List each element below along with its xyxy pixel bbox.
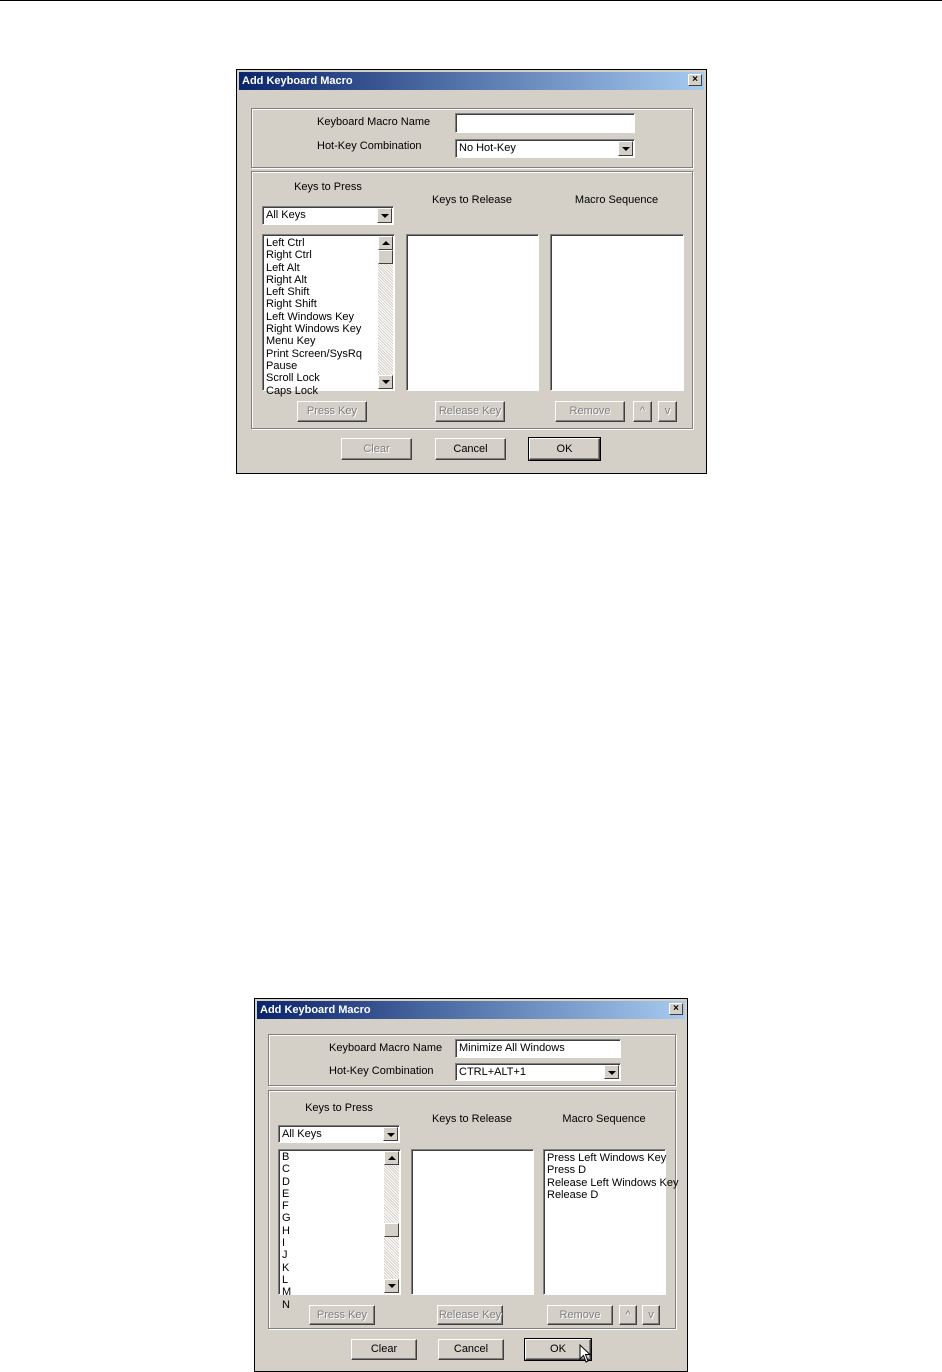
list-item[interactable]: D (282, 1175, 290, 1188)
ok-label: OK (550, 1343, 566, 1355)
list-item[interactable]: C (282, 1163, 290, 1176)
scroll-up-icon[interactable] (384, 1151, 399, 1165)
list-item[interactable]: Left Alt (266, 261, 300, 274)
list-item[interactable]: H (282, 1224, 290, 1237)
press-list-scrollbar[interactable] (378, 236, 393, 389)
dialog-titlebar (257, 1001, 685, 1019)
release-key-label: Release Key (438, 405, 502, 417)
close-button[interactable] (688, 74, 702, 86)
chevron-down-icon[interactable] (383, 1127, 398, 1141)
list-item[interactable]: Pause (266, 359, 298, 372)
list-item[interactable]: Left Shift (266, 286, 310, 299)
ok-button[interactable] (529, 438, 600, 460)
keys-to-release-list[interactable] (406, 234, 539, 391)
list-item[interactable]: F (282, 1200, 289, 1213)
list-item[interactable]: J (282, 1249, 288, 1262)
hotkey-select[interactable] (455, 1063, 621, 1081)
press-key-button[interactable] (309, 1305, 375, 1325)
remove-button[interactable] (547, 1305, 613, 1325)
list-item[interactable]: Right Alt (266, 273, 307, 286)
move-up-label: ^ (639, 405, 646, 417)
clear-label: Clear (363, 443, 390, 455)
list-item[interactable]: Press Left Windows Key (547, 1152, 667, 1164)
list-item[interactable]: Print Screen/SysRq (266, 347, 362, 360)
list-item[interactable]: Left Ctrl (266, 237, 305, 249)
list-item[interactable]: K (282, 1261, 290, 1274)
keys-filter-select[interactable] (278, 1125, 400, 1143)
move-up-button[interactable] (633, 401, 652, 422)
mouse-pointer-icon (579, 1344, 591, 1364)
keys-to-release-label: Keys to Release (431, 194, 513, 206)
dialog-titlebar (239, 72, 704, 90)
clear-button[interactable] (341, 438, 412, 460)
press-list-scrollbar[interactable] (384, 1151, 399, 1293)
list-item[interactable]: L (282, 1273, 289, 1286)
list-item[interactable]: Right Windows Key (266, 323, 362, 336)
ok-label: OK (556, 443, 573, 455)
cancel-button[interactable] (438, 1339, 504, 1360)
list-item[interactable]: I (282, 1237, 286, 1250)
keys-to-press-label: Keys to Press (305, 1102, 373, 1114)
list-item[interactable]: G (282, 1212, 291, 1225)
release-key-label: Release Key (438, 1309, 502, 1321)
list-item[interactable]: N (282, 1298, 290, 1311)
hotkey-label: Hot-Key Combination (329, 1065, 434, 1077)
keys-to-press-list[interactable] (262, 234, 395, 397)
list-item[interactable]: Right Ctrl (266, 249, 312, 262)
chevron-down-icon[interactable] (377, 208, 392, 223)
page-top-rule (0, 0, 942, 1)
list-item[interactable]: M (282, 1286, 292, 1299)
move-down-label: v (648, 1309, 654, 1321)
macro-sequence-label: Macro Sequence (562, 1113, 646, 1125)
cancel-button[interactable] (435, 438, 506, 460)
release-key-button[interactable] (437, 1305, 503, 1325)
hotkey-value: No Hot-Key (459, 142, 516, 154)
hotkey-select[interactable] (455, 139, 635, 158)
move-down-button[interactable] (642, 1305, 660, 1325)
clear-button[interactable] (351, 1339, 417, 1360)
scroll-thumb[interactable] (378, 250, 393, 264)
keys-filter-select[interactable] (262, 206, 394, 225)
dialog-title: Add Keyboard Macro (242, 75, 353, 87)
list-item[interactable]: Right Shift (266, 298, 317, 311)
sequence-list-items (547, 1152, 679, 1201)
cancel-label: Cancel (453, 443, 488, 455)
keys-filter-value: All Keys (282, 1128, 322, 1140)
keys-to-press-label: Keys to Press (294, 181, 362, 193)
list-item[interactable]: Scroll Lock (266, 372, 320, 385)
scroll-down-icon[interactable] (384, 1279, 399, 1293)
move-up-button[interactable] (619, 1305, 637, 1325)
press-key-label: Press Key (316, 1309, 368, 1321)
keys-to-press-list[interactable] (278, 1149, 401, 1311)
macro-sequence-label: Macro Sequence (574, 194, 659, 206)
chevron-down-icon[interactable] (618, 141, 633, 156)
list-item[interactable]: B (282, 1151, 290, 1163)
keys-filter-value: All Keys (266, 209, 306, 221)
keys-to-release-label: Keys to Release (431, 1113, 513, 1125)
release-key-button[interactable] (435, 401, 505, 422)
dialog-title: Add Keyboard Macro (260, 1004, 371, 1016)
scroll-down-icon[interactable] (378, 375, 393, 389)
press-key-button[interactable] (297, 401, 367, 422)
move-down-label: v (664, 405, 671, 417)
hotkey-value: CTRL+ALT+1 (459, 1066, 527, 1078)
scroll-up-icon[interactable] (378, 236, 393, 250)
macro-name-input[interactable]: Minimize All Windows (455, 1039, 621, 1058)
move-down-button[interactable] (658, 401, 677, 422)
macro-name-input[interactable] (455, 113, 635, 133)
cancel-label: Cancel (453, 1343, 489, 1355)
list-item[interactable]: Release Left Windows Key (547, 1176, 679, 1189)
press-list-items (266, 237, 376, 397)
keys-to-release-list[interactable] (411, 1149, 534, 1295)
scroll-thumb[interactable] (384, 1223, 399, 1237)
remove-label: Remove (569, 405, 611, 417)
macro-name-label: Keyboard Macro Name (329, 1042, 443, 1054)
list-item[interactable]: Release D (547, 1188, 599, 1201)
list-item[interactable]: Press D (547, 1164, 587, 1177)
hotkey-label: Hot-Key Combination (317, 140, 422, 152)
list-item[interactable]: Menu Key (266, 335, 316, 348)
close-icon: × (673, 1003, 679, 1014)
add-keyboard-macro-dialog-filled (254, 998, 688, 1372)
remove-button[interactable] (555, 401, 625, 422)
close-button[interactable] (669, 1003, 683, 1015)
macro-name-label: Keyboard Macro Name (317, 116, 431, 128)
list-item[interactable]: E (282, 1187, 290, 1200)
macro-sequence-list[interactable] (543, 1149, 679, 1295)
add-keyboard-macro-dialog-empty (236, 69, 707, 474)
list-item[interactable]: Caps Lock (266, 384, 318, 397)
move-up-label: ^ (625, 1309, 631, 1321)
press-key-label: Press Key (306, 405, 358, 417)
press-list-items (282, 1151, 382, 1311)
list-item[interactable]: Left Windows Key (266, 310, 355, 323)
close-icon: × (692, 74, 698, 85)
clear-label: Clear (370, 1343, 398, 1355)
macro-sequence-list[interactable] (550, 234, 684, 391)
chevron-down-icon[interactable] (604, 1065, 619, 1079)
remove-label: Remove (559, 1309, 601, 1321)
